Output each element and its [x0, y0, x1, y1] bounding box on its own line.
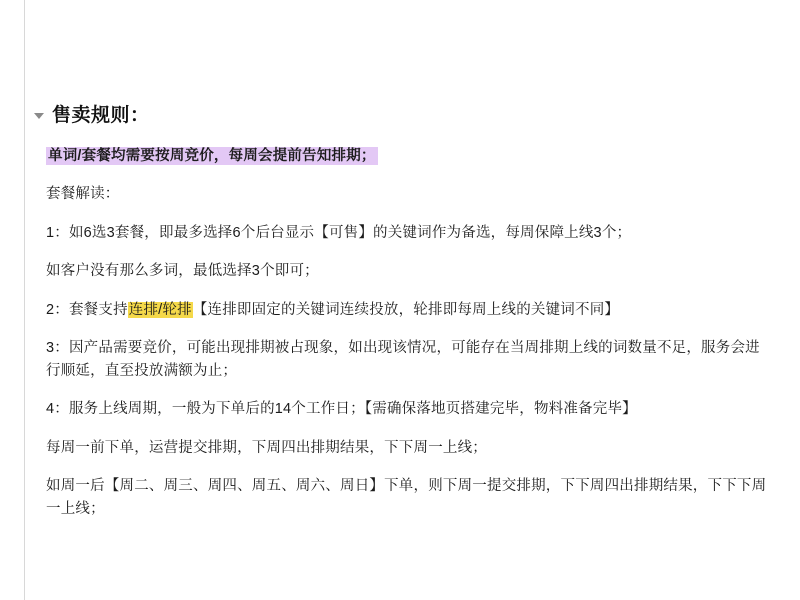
triangle-down-icon[interactable]	[34, 113, 44, 119]
schedule-2-line: 如周一后【周二、周三、周四、周五、周六、周日】下单，则下周一提交排期，下下周四出排期结果，下下下周一上线；	[46, 478, 767, 517]
schedule-1-line: 每周一前下单，运营提交排期，下周四出排期结果，下下周一上线；	[46, 439, 487, 456]
rule-highlight-line	[46, 145, 774, 167]
rules-body	[46, 145, 774, 520]
document-content	[34, 100, 774, 536]
rule-2-suffix: 【连排即固定的关键词连续投放，轮排即每周上线的关键词不同】	[192, 301, 620, 318]
rule-2-prefix: 2：套餐支持	[46, 301, 128, 318]
rule-4-line: 4：服务上线周期，一般为下单后的14个工作日；【需确保落地页搭建完毕，物料准备完毕】	[46, 401, 637, 418]
rule-2-line	[46, 299, 774, 321]
section-heading-row	[34, 100, 774, 127]
package-intro-line: 套餐解读：	[46, 186, 120, 203]
rule-1-note-line: 如客户没有那么多词，最低选择3个即可；	[46, 263, 319, 280]
left-margin-rule	[24, 0, 25, 600]
rule-3-line: 3：因产品需要竞价，可能出现排期被占现象，如出现该情况，可能存在当周排期上线的词数量不足，服务会进行顺延，直至投放满额为止；	[46, 340, 760, 379]
bidding-rule-highlight: 单词/套餐均需要按周竞价，每周会提前告知排期；	[48, 148, 376, 164]
rule-1-line: 1：如6选3套餐，即最多选择6个后台显示【可售】的关键词作为备选，每周保障上线3个；	[46, 224, 632, 241]
page-title: 售卖规则：	[52, 105, 150, 126]
rotation-mode-highlight: 连排/轮排	[128, 301, 192, 318]
